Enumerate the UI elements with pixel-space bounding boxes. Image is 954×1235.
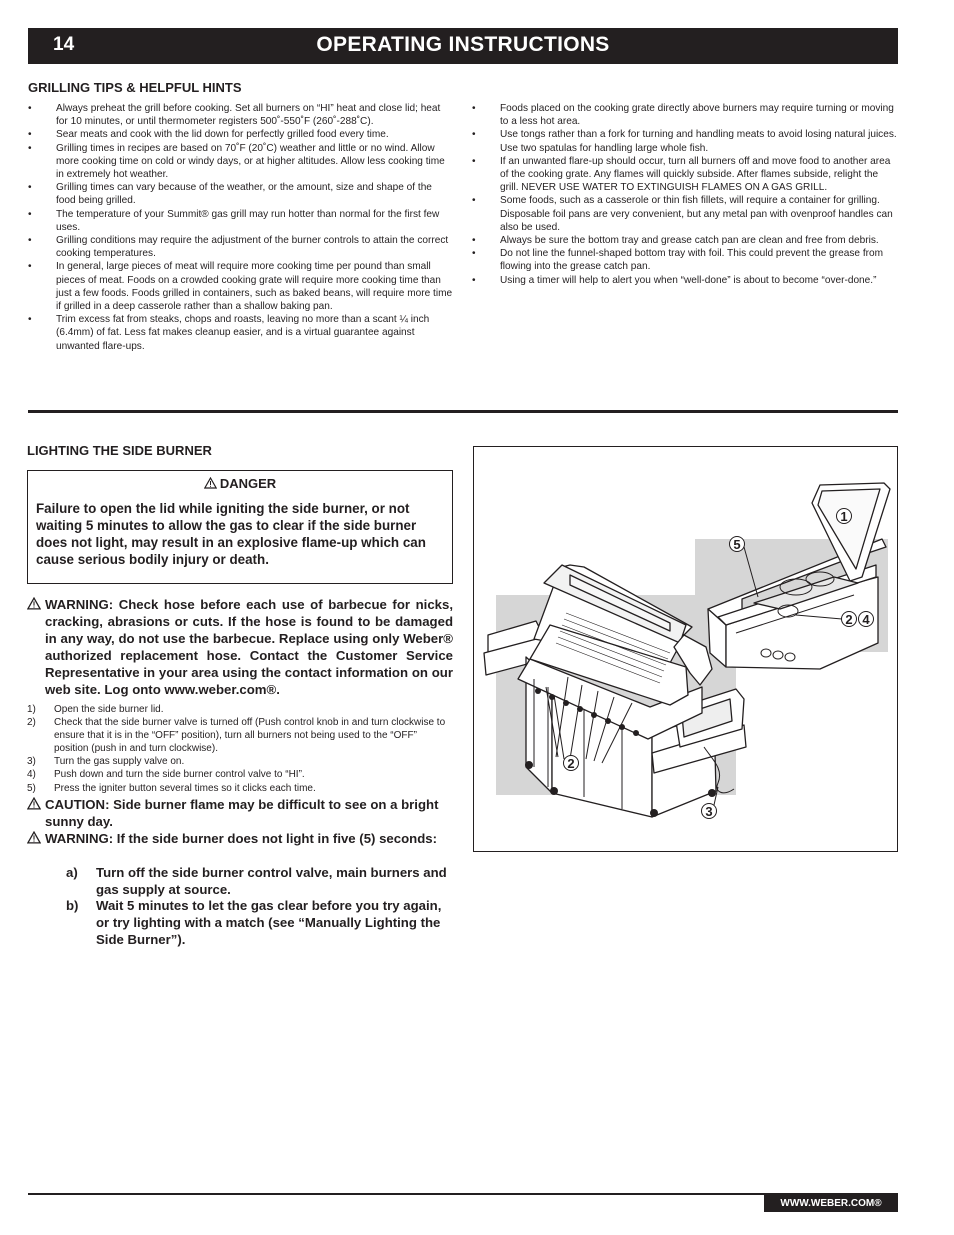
lighting-steps — [27, 703, 453, 795]
light-failure-warning — [27, 830, 453, 847]
caution-note — [27, 796, 453, 830]
danger-box — [27, 470, 453, 584]
step-item — [27, 703, 453, 716]
sub-step-letter: b) — [66, 898, 79, 913]
grilling-tips-right — [472, 102, 898, 287]
tip-item: • Using a timer will help to alert you when “well-done” is about to become “over-done.” — [472, 274, 898, 287]
sub-step — [27, 864, 453, 898]
sub-step-letter: a) — [66, 865, 78, 880]
step-text: Open the side burner lid. — [54, 704, 164, 715]
section-divider — [28, 410, 898, 413]
step-number: 4) — [27, 769, 36, 781]
step-text: Press the igniter button several times so it clicks each time. — [54, 782, 316, 794]
caution-text: CAUTION: Side burner flame may be difficult to see on a bright sunny day. — [45, 797, 439, 829]
tip-item: • In general, large pieces of meat will require more cooking time per pound than small pieces of meat. Foods on a crowded cooking grate will require more cooking time than just a few foods. Foods grilled in containers, such as baked beans, will require more time if grilled in a deep casserole rather than a shallow baking pan. — [28, 260, 454, 313]
tip-item: • Some foods, such as a casserole or thin fish fillets, will require a container for grilling. Disposable foil pans are very convenient, but any metal pan with ovenproof handles can also be used. — [472, 194, 898, 234]
step-item — [27, 768, 453, 781]
tip-item: • Do not line the funnel-shaped bottom tray with foil. This could prevent the grease from flowing into the grease catch pan. — [472, 247, 898, 273]
hose-warning-text: WARNING: Check hose before each use of barbecue for nicks, cracking, abrasions or cuts. If the hose is found to be damaged in any way, do not use the barbecue. Replace using only Weber® authorized replacement hose. Contact the Customer Service Representative in your area using the contact information on our web site. Log onto www.weber.com®. — [45, 597, 453, 697]
callout-2-burners: 2 — [567, 756, 575, 771]
tip-item: • If an unwanted flare-up should occur, turn all burners off and move food to another area of the cooking grate. Any flames will quickly subside. After flames subside, relight the grill. NEVER USE WATER TO EXTINGUISH FLAMES ON A GAS GRILL. — [472, 155, 898, 195]
step-number: 1) — [27, 704, 36, 715]
sub-step-text: Turn off the side burner control valve, main burners and gas supply at source. — [96, 865, 447, 897]
side-burner-illustration — [473, 446, 898, 852]
header-bar — [28, 28, 898, 64]
warning-triangle-icon — [204, 477, 217, 489]
hose-warning — [27, 596, 453, 698]
tip-item: • Foods placed on the cooking grate directly above burners may require turning or moving to a less hot area. — [472, 102, 898, 128]
page-title: OPERATING INSTRUCTIONS — [316, 33, 610, 56]
callout-5: 5 — [733, 537, 741, 552]
warning-triangle-icon — [27, 597, 41, 610]
page-number: 14 — [53, 34, 75, 55]
tip-item: • Always preheat the grill before cooking. Set all burners on “HI” heat and close lid; heat for 10 minutes, or until thermometer registers 500˚-550˚F (260˚-288˚C). — [28, 102, 454, 128]
tip-item: • Grilling times can vary because of the weather, or the amount, size and shape of the food being grilled. — [28, 181, 454, 207]
callout-2: 2 — [845, 612, 853, 627]
grilling-tips-left — [28, 102, 454, 353]
step-item — [27, 716, 453, 755]
callout-3: 3 — [705, 804, 713, 819]
tip-item: • Grilling times in recipes are based on 70˚F (20˚C) weather and little or no wind. Allow more cooking time on cold or windy days, or at higher altitudes. Allow less cooking time in extremely hot weather. — [28, 142, 454, 182]
grill-drawing — [474, 447, 897, 851]
sub-step-text: Wait 5 minutes to let the gas clear before you try again, or try lighting with a match (see “Manually Lighting the Side Burner”). — [96, 898, 442, 947]
tip-item: • Grilling conditions may require the adjustment of the burner controls to attain the correct cooking temperatures. — [28, 234, 454, 260]
side-burner-title: LIGHTING THE SIDE BURNER — [27, 443, 212, 458]
light-failure-text: WARNING: If the side burner does not light in five (5) seconds: — [45, 831, 437, 846]
step-text: Push down and turn the side burner control valve to “HI”. — [54, 769, 305, 781]
tip-item: • Always be sure the bottom tray and grease catch pan are clean and free from debris. — [472, 234, 898, 247]
sub-step — [27, 897, 453, 948]
callout-1: 1 — [840, 509, 848, 524]
grilling-tips-title: GRILLING TIPS & HELPFUL HINTS — [28, 80, 242, 95]
tip-item: • The temperature of your Summit® gas grill may run hotter than normal for the first few uses. — [28, 208, 454, 234]
footer-website[interactable]: WWW.WEBER.COM® — [764, 1195, 898, 1212]
step-text: Check that the side burner valve is turned off (Push control knob in and turn clockwise to ensure that it is in the “OFF” position), turn all burners not being used to the “OFF” position (push in and turn clockwise). — [54, 717, 446, 755]
danger-text: Failure to open the lid while igniting the side burner, or not waiting 5 minutes to allow the gas to clear if the side burner does not light, may result in an explosive flame-up which can cause serious bodily injury or death. — [36, 501, 426, 567]
step-text: Turn the gas supply valve on. — [54, 756, 185, 768]
tip-item: • Use tongs rather than a fork for turning and handling meats to avoid losing natural juices. Use two spatulas for handling large whole fish. — [472, 128, 898, 154]
step-number: 3) — [27, 756, 36, 768]
step-item — [27, 755, 453, 768]
warning-triangle-icon — [27, 797, 41, 810]
danger-heading — [28, 476, 452, 491]
callout-4: 4 — [862, 612, 870, 627]
tip-item: • Sear meats and cook with the lid down for perfectly grilled food every time. — [28, 128, 454, 141]
step-number: 2) — [27, 717, 36, 729]
danger-label: DANGER — [219, 476, 277, 491]
step-item — [27, 782, 453, 795]
step-number: 5) — [27, 782, 36, 794]
tip-item: • Trim excess fat from steaks, chops and roasts, leaving no more than a scant ¼ inch (6.4mm) of fat. Less fat makes cleanup easier, and is a virtual guarantee against unwanted flare-ups. — [28, 313, 454, 353]
warning-triangle-icon — [27, 831, 41, 844]
